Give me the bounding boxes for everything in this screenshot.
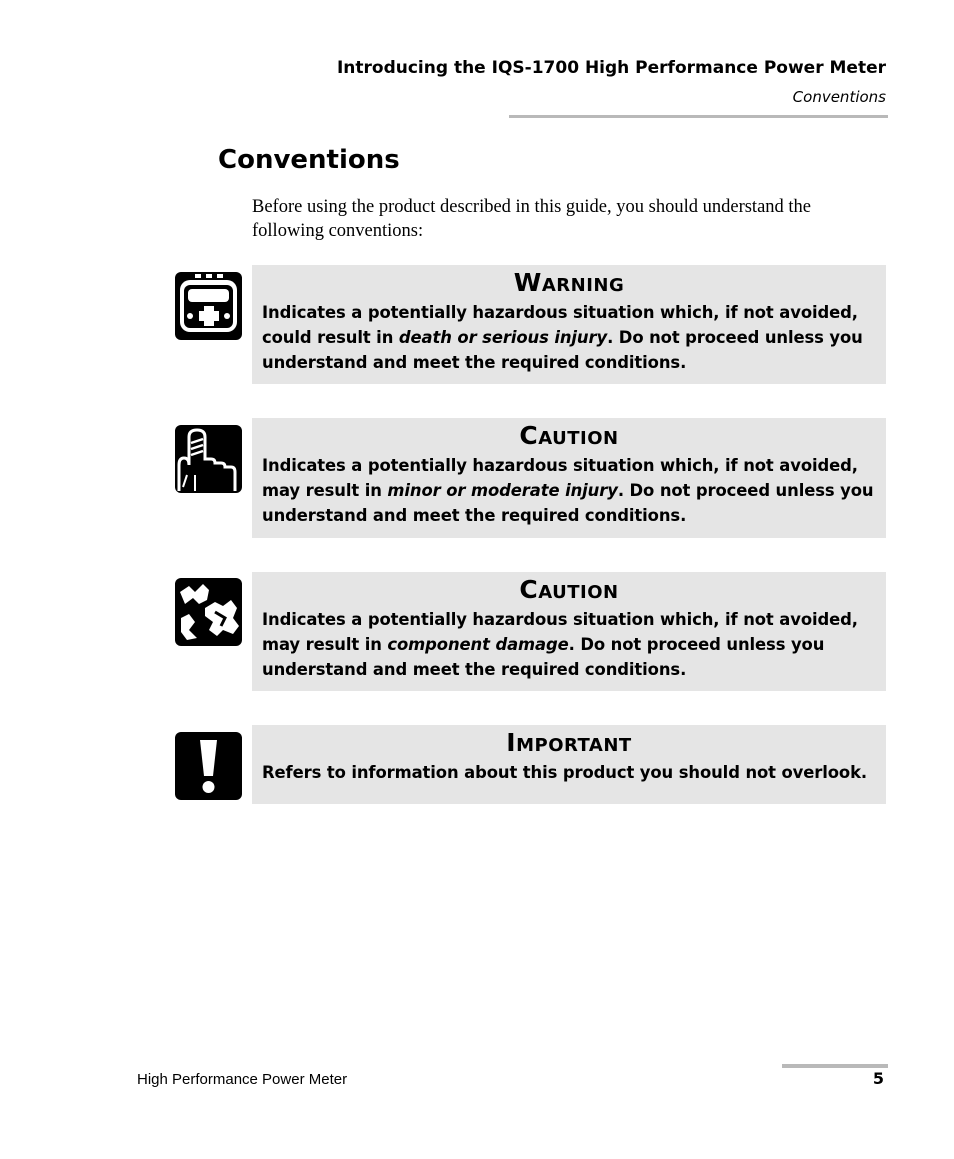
footer-document-title: High Performance Power Meter (137, 1071, 348, 1088)
intro-paragraph: Before using the product described in this guide, you should understand the following conventions: (252, 197, 812, 241)
notice-text: Indicates a potentially hazardous situation which, if not avoided, may result in minor or moderate injury. Do not proceed unless you understand and meet the required conditions. (262, 456, 874, 525)
notice-title: Caution (519, 421, 619, 450)
notice-text: Indicates a potentially hazardous situation which, if not avoided, may result in component damage. Do not proceed unless you understand and meet the required conditions. (262, 610, 858, 679)
footer-divider (782, 1064, 888, 1068)
important-exclamation-icon (175, 732, 242, 800)
running-header-title: Introducing the IQS-1700 High Performance Power Meter (336, 58, 886, 78)
caution-broken-gear-icon (175, 578, 242, 646)
notice-text: Indicates a potentially hazardous situation which, if not avoided, could result in death or serious injury. Do not proceed unless you understand and meet the required conditions. (262, 303, 863, 372)
notice-title: Caution (519, 575, 619, 604)
running-header-subtitle: Conventions (792, 88, 886, 106)
caution-injured-finger-icon (175, 425, 242, 493)
important-notice (252, 725, 886, 804)
notice-title: Warning (513, 268, 625, 297)
section-title: Conventions (218, 145, 400, 175)
notice-title: Important (506, 728, 632, 757)
caution-damage-notice (252, 572, 886, 691)
header-divider (509, 115, 888, 118)
warning-notice (252, 265, 886, 384)
page-number: 5 (872, 1069, 884, 1088)
caution-injury-notice (252, 418, 886, 538)
notice-text: Refers to information about this product you should not overlook. (262, 763, 868, 782)
warning-ambulance-icon (175, 272, 242, 340)
